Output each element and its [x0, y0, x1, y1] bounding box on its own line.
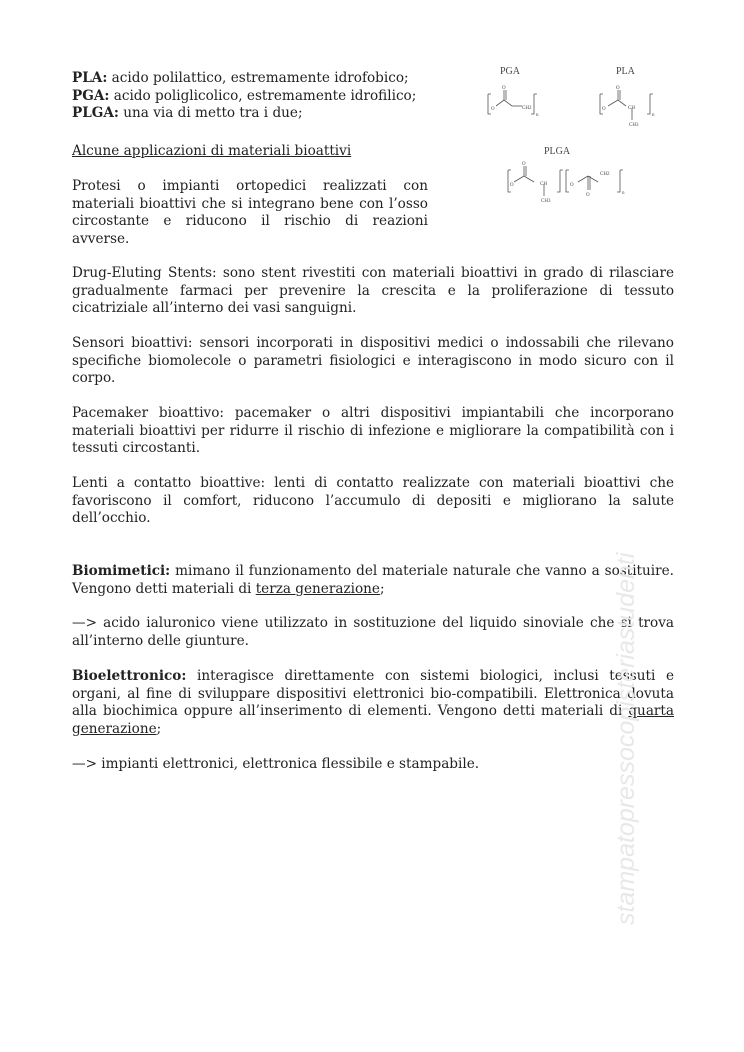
bioelettronico-generation: quarta generazione: [72, 703, 674, 737]
plga-term: PLGA:: [72, 105, 119, 121]
pla-structure-diagram: [592, 62, 672, 132]
heading-text: Alcune applicazioni di materiali bioattivi: [72, 143, 352, 159]
watermark: stampatopressocopisteriastudenti: [612, 552, 640, 925]
plga-atom-o1: O: [510, 183, 514, 188]
pla-atom-o2: O: [616, 86, 620, 91]
paragraph-protesi: Protesi o impianti ortopedici realizzati con materiali bioattivi che si integrano bene con l’osso circostante e riducono il rischio di reazioni avverse.: [72, 178, 428, 247]
paragraph-stents: Drug-Eluting Stents: sono stent rivestiti con materiali bioattivi in grado di rilasciare gradualmente farmaci per prevenire la crescita e la proliferazione di tessuto cicatriziale all’interno dei vasi sanguigni.: [72, 265, 674, 316]
plga-atom-ch: CH: [540, 182, 547, 187]
pga-term: PGA:: [72, 87, 110, 104]
pga-label: PGA: [500, 66, 521, 77]
plga-atom-o2: O: [522, 162, 526, 167]
paragraph-pacemaker: Pacemaker bioattivo: pacemaker o altri dispositivi impiantabili che incorporano materiali bioattivi per ridurre il rischio di infezione e migliorare la compatibilità con i tessuti circostanti.: [72, 405, 674, 456]
plga-label: PLGA: [544, 146, 571, 157]
paragraph-biomimetici: [72, 563, 674, 598]
plga-description: una via di metto tra i due;: [118, 105, 303, 121]
bioelettronico-description: interagisce direttamente con sistemi biologici, inclusi tessuti e organi, al fine di sviluppare dispositivi elettronici bio-compatibili. Elettronica dovuta alla biochimica oppure all’inserimento di elementi. Vengono detti materiali di: [72, 668, 674, 719]
biomimetici-end: ;: [379, 580, 385, 597]
pga-atom-o2: O: [502, 86, 506, 91]
plga-atom-o4: O: [586, 193, 590, 198]
pla-description: acido polilattico, estremamente idrofobico;: [107, 70, 409, 86]
biomimetici-term: Biomimetici:: [72, 563, 171, 579]
bioelettronico-term: Bioelettronico:: [72, 668, 187, 684]
pla-atom-ch3: CH3: [629, 123, 639, 128]
biomimetici-example: —> acido ialuronico viene utilizzato in sostituzione del liquido sinoviale che si trova all’interno delle giunture.: [72, 615, 674, 649]
section-heading: [72, 143, 452, 161]
pla-term: PLA:: [72, 70, 108, 86]
plga-subscript-n: n: [622, 191, 625, 196]
paragraph-lenti: Lenti a contatto bioattive: lenti di contatto realizzate con materiali bioattivi che favoriscono il comfort, riducono l’accumulo di depositi e migliorano la salute dell’occhio.: [72, 475, 674, 526]
pla-label: PLA: [616, 66, 635, 77]
pga-atom-ch2: CH2: [522, 106, 532, 111]
pga-atom-o1: O: [491, 107, 495, 112]
biomimetici-generation: terza generazione: [255, 580, 380, 597]
pla-subscript-n: n: [652, 113, 655, 118]
plga-atom-ch2: CH2: [600, 172, 610, 177]
plga-structure-diagram: [494, 142, 634, 212]
pga-description: acido poliglicolico, estremamente idrofilico;: [109, 87, 417, 104]
paragraph-bioelettronico: [72, 668, 674, 738]
plga-atom-ch3: CH3: [541, 199, 551, 204]
pla-atom-o1: O: [602, 107, 606, 112]
paragraph-sensori: Sensori bioattivi: sensori incorporati in dispositivi medici o indossabili che rilevano specifiche biomolecole o parametri fisiologici e interagiscono in modo sicuro con il corpo.: [72, 335, 674, 386]
pga-structure-diagram: [478, 62, 558, 122]
bioelettronico-example: —> impianti elettronici, elettronica flessibile e stampabile.: [72, 756, 480, 772]
pga-subscript-n: n: [536, 113, 539, 118]
definition-list: [72, 70, 452, 123]
bioelettronico-end: ;: [156, 720, 162, 737]
biomimetici-description: mimano il funzionamento del materiale naturale che vanno a sostituire. Vengono detti materiali di: [72, 563, 674, 597]
plga-atom-o3: O: [570, 183, 574, 188]
pla-atom-ch: CH: [628, 106, 635, 111]
